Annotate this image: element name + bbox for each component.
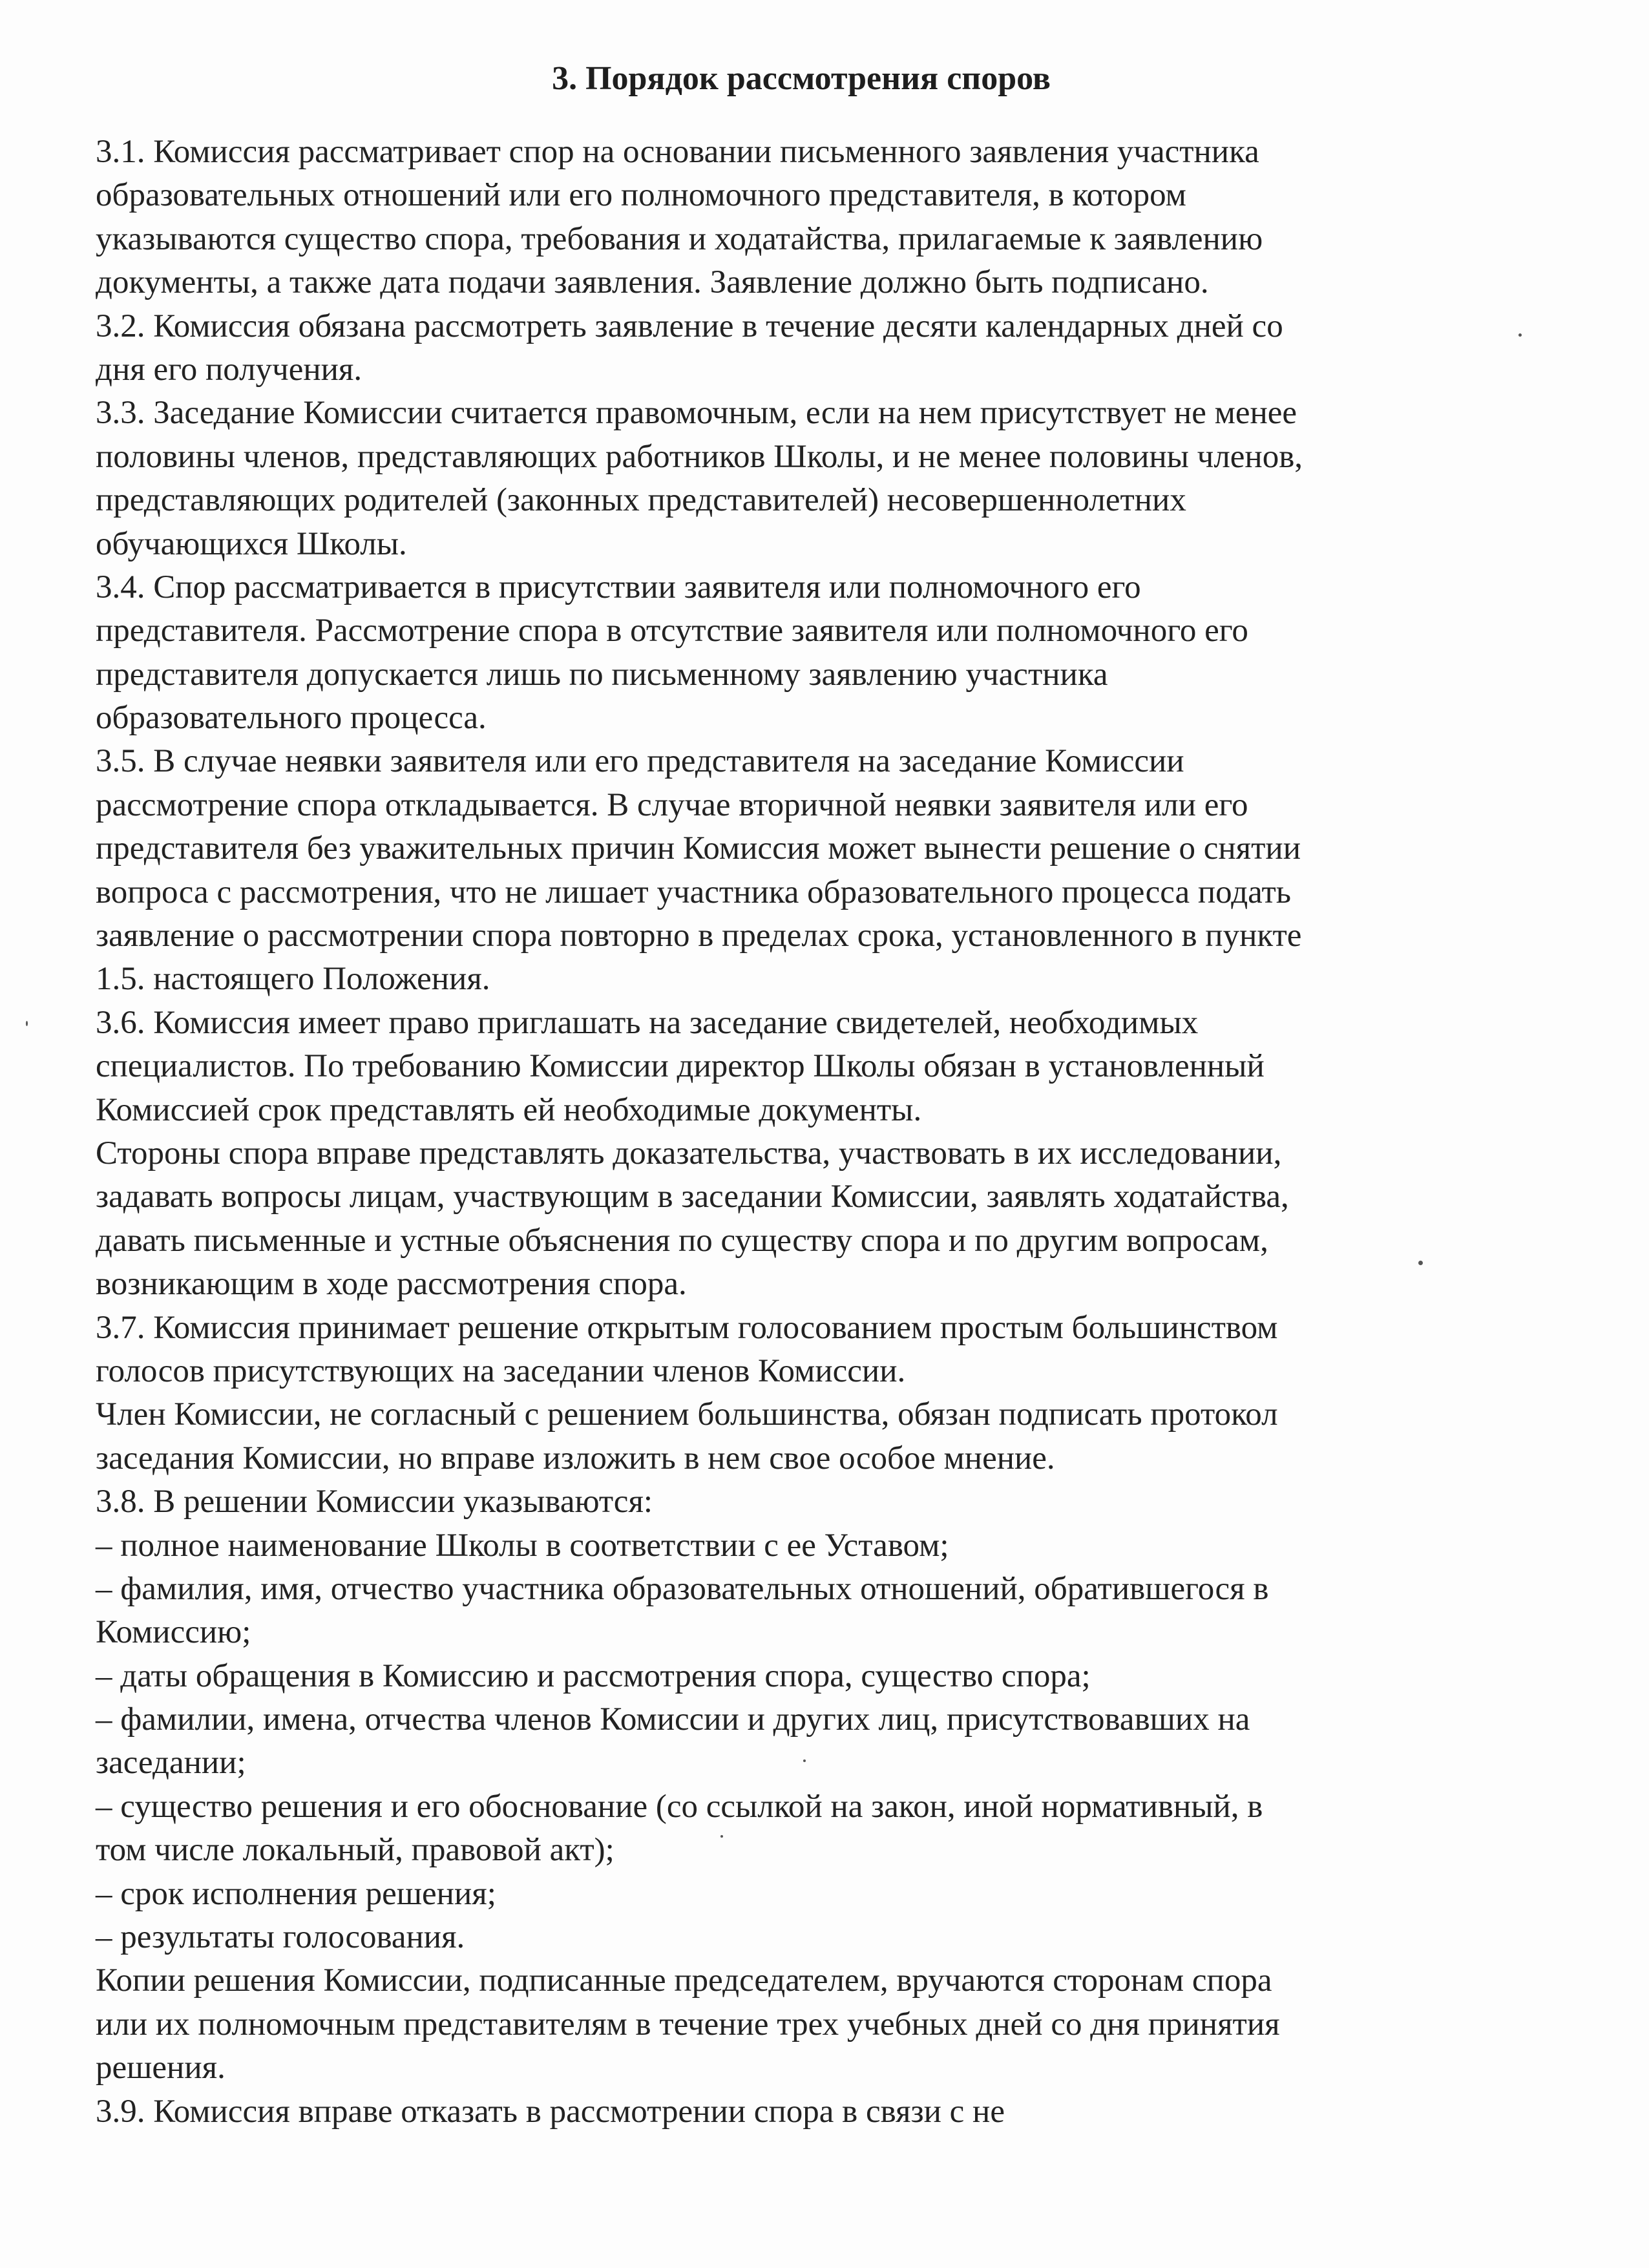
text-line: – фамилия, имя, отчество участника образовательных отношений, обратившегося в (96, 1570, 1269, 1607)
text-line: 3.7. Комиссия принимает решение открытым голосованием простым большинством (96, 1309, 1278, 1346)
text-line: специалистов. По требованию Комиссии директор Школы обязан в установленный (96, 1048, 1265, 1085)
scan-speck (1518, 333, 1522, 337)
text-line: заявление о рассмотрении спора повторно в пределах срока, установленного в пункте (96, 918, 1302, 954)
text-line: 3.8. В решении Комиссии указываются: (96, 1484, 653, 1520)
text-line: вопроса с рассмотрения, что не лишает участника образовательного процесса подать (96, 874, 1292, 910)
text-line: образовательных отношений или его полномочного представителя, в котором (96, 177, 1186, 214)
text-line: представляющих родителей (законных представителей) несовершеннолетних (96, 482, 1186, 519)
text-line: 3.6. Комиссия имеет право приглашать на заседание свидетелей, необходимых (96, 1004, 1199, 1041)
text-line: Стороны спора вправе представлять доказательства, участвовать в их исследовании, (96, 1135, 1282, 1171)
text-line: – фамилии, имена, отчества членов Комиссии и других лиц, присутствовавших на (96, 1701, 1250, 1738)
text-line: представителя допускается лишь по письменному заявлению участника (96, 656, 1108, 693)
text-line: – срок исполнения решения; (96, 1875, 496, 1912)
text-line: – существо решения и его обоснование (со ссылкой на закон, иной нормативный, в (96, 1788, 1263, 1825)
scan-speck (720, 1835, 723, 1838)
text-line: давать письменные и устные объяснения по существу спора и по другим вопросам, (96, 1222, 1268, 1259)
text-line: указываются существо спора, требования и ходатайства, прилагаемые к заявлению (96, 220, 1263, 257)
text-line: Комиссию; (96, 1614, 251, 1651)
scan-speck (1418, 1261, 1423, 1265)
text-line: заседании; (96, 1745, 246, 1781)
text-line: 1.5. настоящего Положения. (96, 961, 490, 998)
text-line: Член Комиссии, не согласный с решением большинства, обязан подписать протокол (96, 1396, 1278, 1433)
scan-speck (803, 1759, 806, 1762)
text-line: 3.1. Комиссия рассматривает спор на основании письменного заявления участника (96, 134, 1259, 170)
text-line: том числе локальный, правовой акт); (96, 1832, 614, 1869)
text-line: рассмотрение спора откладывается. В случае вторичной неявки заявителя или его (96, 786, 1248, 823)
text-line: документы, а также дата подачи заявления. Заявление должно быть подписано. (96, 264, 1209, 301)
text-line: половины членов, представляющих работников Школы, и не менее половины членов, (96, 438, 1303, 475)
text-line: – результаты голосования. (96, 1919, 465, 1956)
text-line: 3.2. Комиссия обязана рассмотреть заявление в течение десяти календарных дней со (96, 308, 1283, 344)
text-line: 3.3. Заседание Комиссии считается правомочным, если на нем присутствует не менее (96, 395, 1297, 432)
text-line: дня его получения. (96, 351, 362, 388)
section-title: 3. Порядок рассмотрения споров (552, 60, 1051, 97)
text-line: задавать вопросы лицам, участвующим в заседании Комиссии, заявлять ходатайства, (96, 1179, 1289, 1215)
text-line: – даты обращения в Комиссию и рассмотрения спора, существо спора; (96, 1657, 1091, 1694)
document-body (96, 131, 1621, 2134)
text-line: заседания Комиссии, но вправе изложить в нем свое особое мнение. (96, 1440, 1055, 1476)
text-line: Копии решения Комиссии, подписанные председателем, вручаются сторонам спора (96, 1962, 1272, 1999)
text-line: представителя. Рассмотрение спора в отсутствие заявителя или полномочного его (96, 613, 1248, 649)
text-line: 3.9. Комиссия вправе отказать в рассмотрении спора в связи с не (96, 2093, 1005, 2130)
text-line: возникающим в ходе рассмотрения спора. (96, 1266, 687, 1303)
text-line: или их полномочным представителям в течение трех учебных дней со дня принятия (96, 2006, 1280, 2042)
text-line: – полное наименование Школы в соответствии с ее Уставом; (96, 1527, 949, 1564)
text-line: Комиссией срок представлять ей необходимые документы. (96, 1091, 922, 1128)
text-line: 3.5. В случае неявки заявителя или его представителя на заседание Комиссии (96, 743, 1184, 780)
text-line: обучающихся Школы. (96, 525, 407, 562)
text-line: решения. (96, 2050, 226, 2086)
scan-speck (26, 1021, 28, 1026)
text-line: представителя без уважительных причин Комиссия может вынести решение о снятии (96, 830, 1301, 867)
text-line: 3.4. Спор рассматривается в присутствии заявителя или полномочного его (96, 569, 1141, 605)
text-line: голосов присутствующих на заседании членов Комиссии. (96, 1352, 906, 1389)
text-line: образовательного процесса. (96, 700, 487, 737)
